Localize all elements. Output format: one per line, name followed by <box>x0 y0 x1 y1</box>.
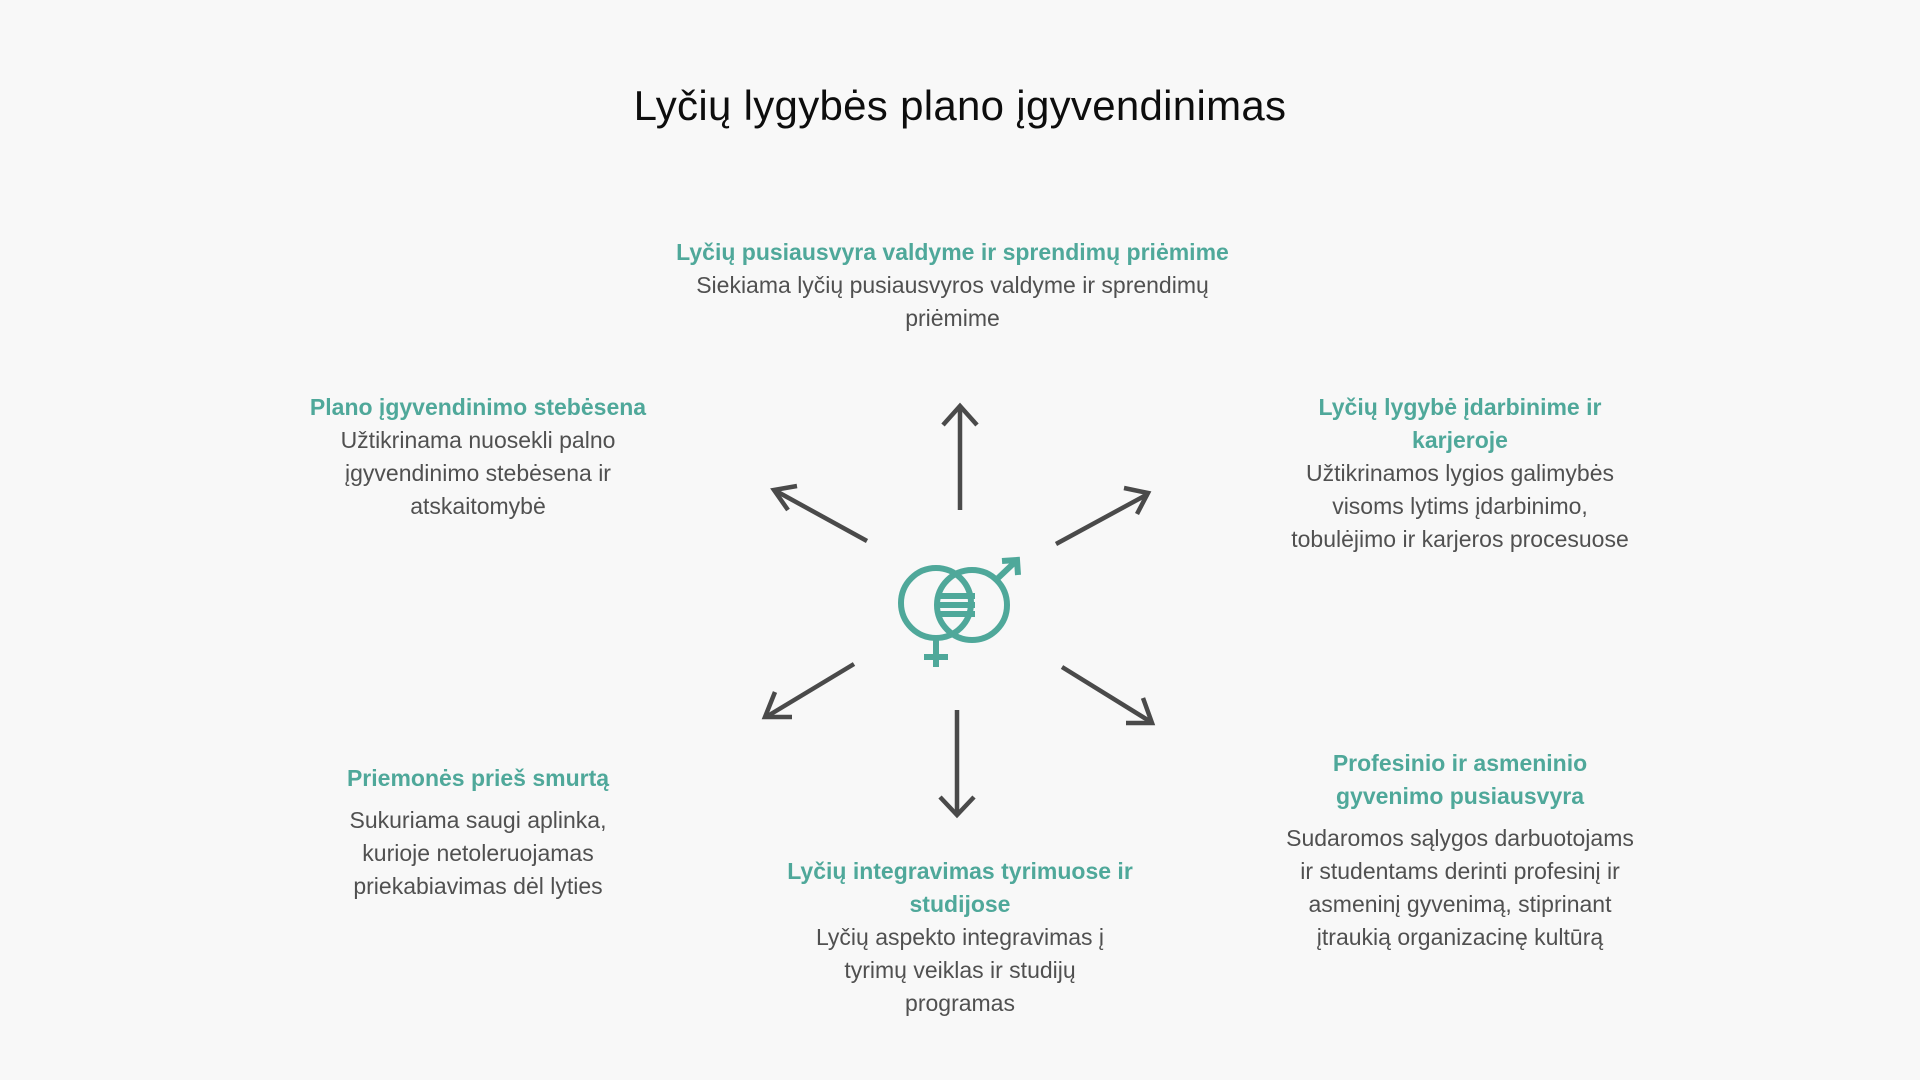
item-heading: Priemonės prieš smurtą <box>346 765 610 791</box>
gender-equality-icon <box>890 555 1030 675</box>
heading-line: Lyčių integravimas tyrimuose ir <box>787 858 1133 884</box>
arrow-down-left <box>765 664 854 717</box>
gender-equality-icon-graphic <box>890 555 1030 675</box>
desc-line: Lyčių aspekto integravimas į <box>815 924 1105 950</box>
heading-line: karjeroje <box>1412 427 1508 453</box>
arrow-down-right <box>1062 667 1152 723</box>
arrow-down <box>940 710 974 815</box>
arrow-up <box>943 406 977 510</box>
page-title: Lyčių lygybės plano įgyvendinimas <box>633 82 1287 129</box>
desc-line: priekabiavimas dėl lyties <box>353 873 603 899</box>
desc-line: ir studentams derinti profesinį ir <box>1300 858 1620 884</box>
heading-line: Lyčių lygybė įdarbinime ir <box>1318 394 1602 420</box>
desc-line: visoms lytims įdarbinimo, <box>1332 493 1588 519</box>
desc-line: įtraukią organizacinę kultūrą <box>1316 924 1604 950</box>
heading-line: gyvenimo pusiausvyra <box>1336 783 1584 809</box>
item-heading: Plano įgyvendinimo stebėsena <box>309 394 647 420</box>
heading-line: studijose <box>909 891 1011 917</box>
desc-line: priėmime <box>905 305 1000 331</box>
desc-line: programas <box>905 990 1015 1016</box>
desc-line: kurioje netoleruojamas <box>362 840 594 866</box>
desc-line: atskaitomybė <box>410 493 546 519</box>
desc-line: Užtikrinamos lygios galimybės <box>1305 460 1615 486</box>
desc-line: asmeninį gyvenimą, stiprinant <box>1308 891 1612 917</box>
arrow-up-left <box>774 486 867 541</box>
heading-line: Profesinio ir asmeninio <box>1332 750 1588 776</box>
desc-line: Sukuriama saugi aplinka, <box>349 807 607 833</box>
desc-line: tyrimų veiklas ir studijų <box>844 957 1076 983</box>
desc-line: Sudaromos sąlygos darbuotojams <box>1286 825 1634 851</box>
desc-line: įgyvendinimo stebėsena ir <box>345 460 611 486</box>
arrow-up-right <box>1056 488 1148 544</box>
desc-line: Siekiama lyčių pusiausvyros valdyme ir sprendimų <box>696 272 1209 298</box>
item-heading: Lyčių pusiausvyra valdyme ir sprendimų priėmime <box>676 239 1229 265</box>
desc-line: Užtikrinama nuosekli palno <box>340 427 616 453</box>
desc-line: tobulėjimo ir karjeros procesuose <box>1291 526 1629 552</box>
